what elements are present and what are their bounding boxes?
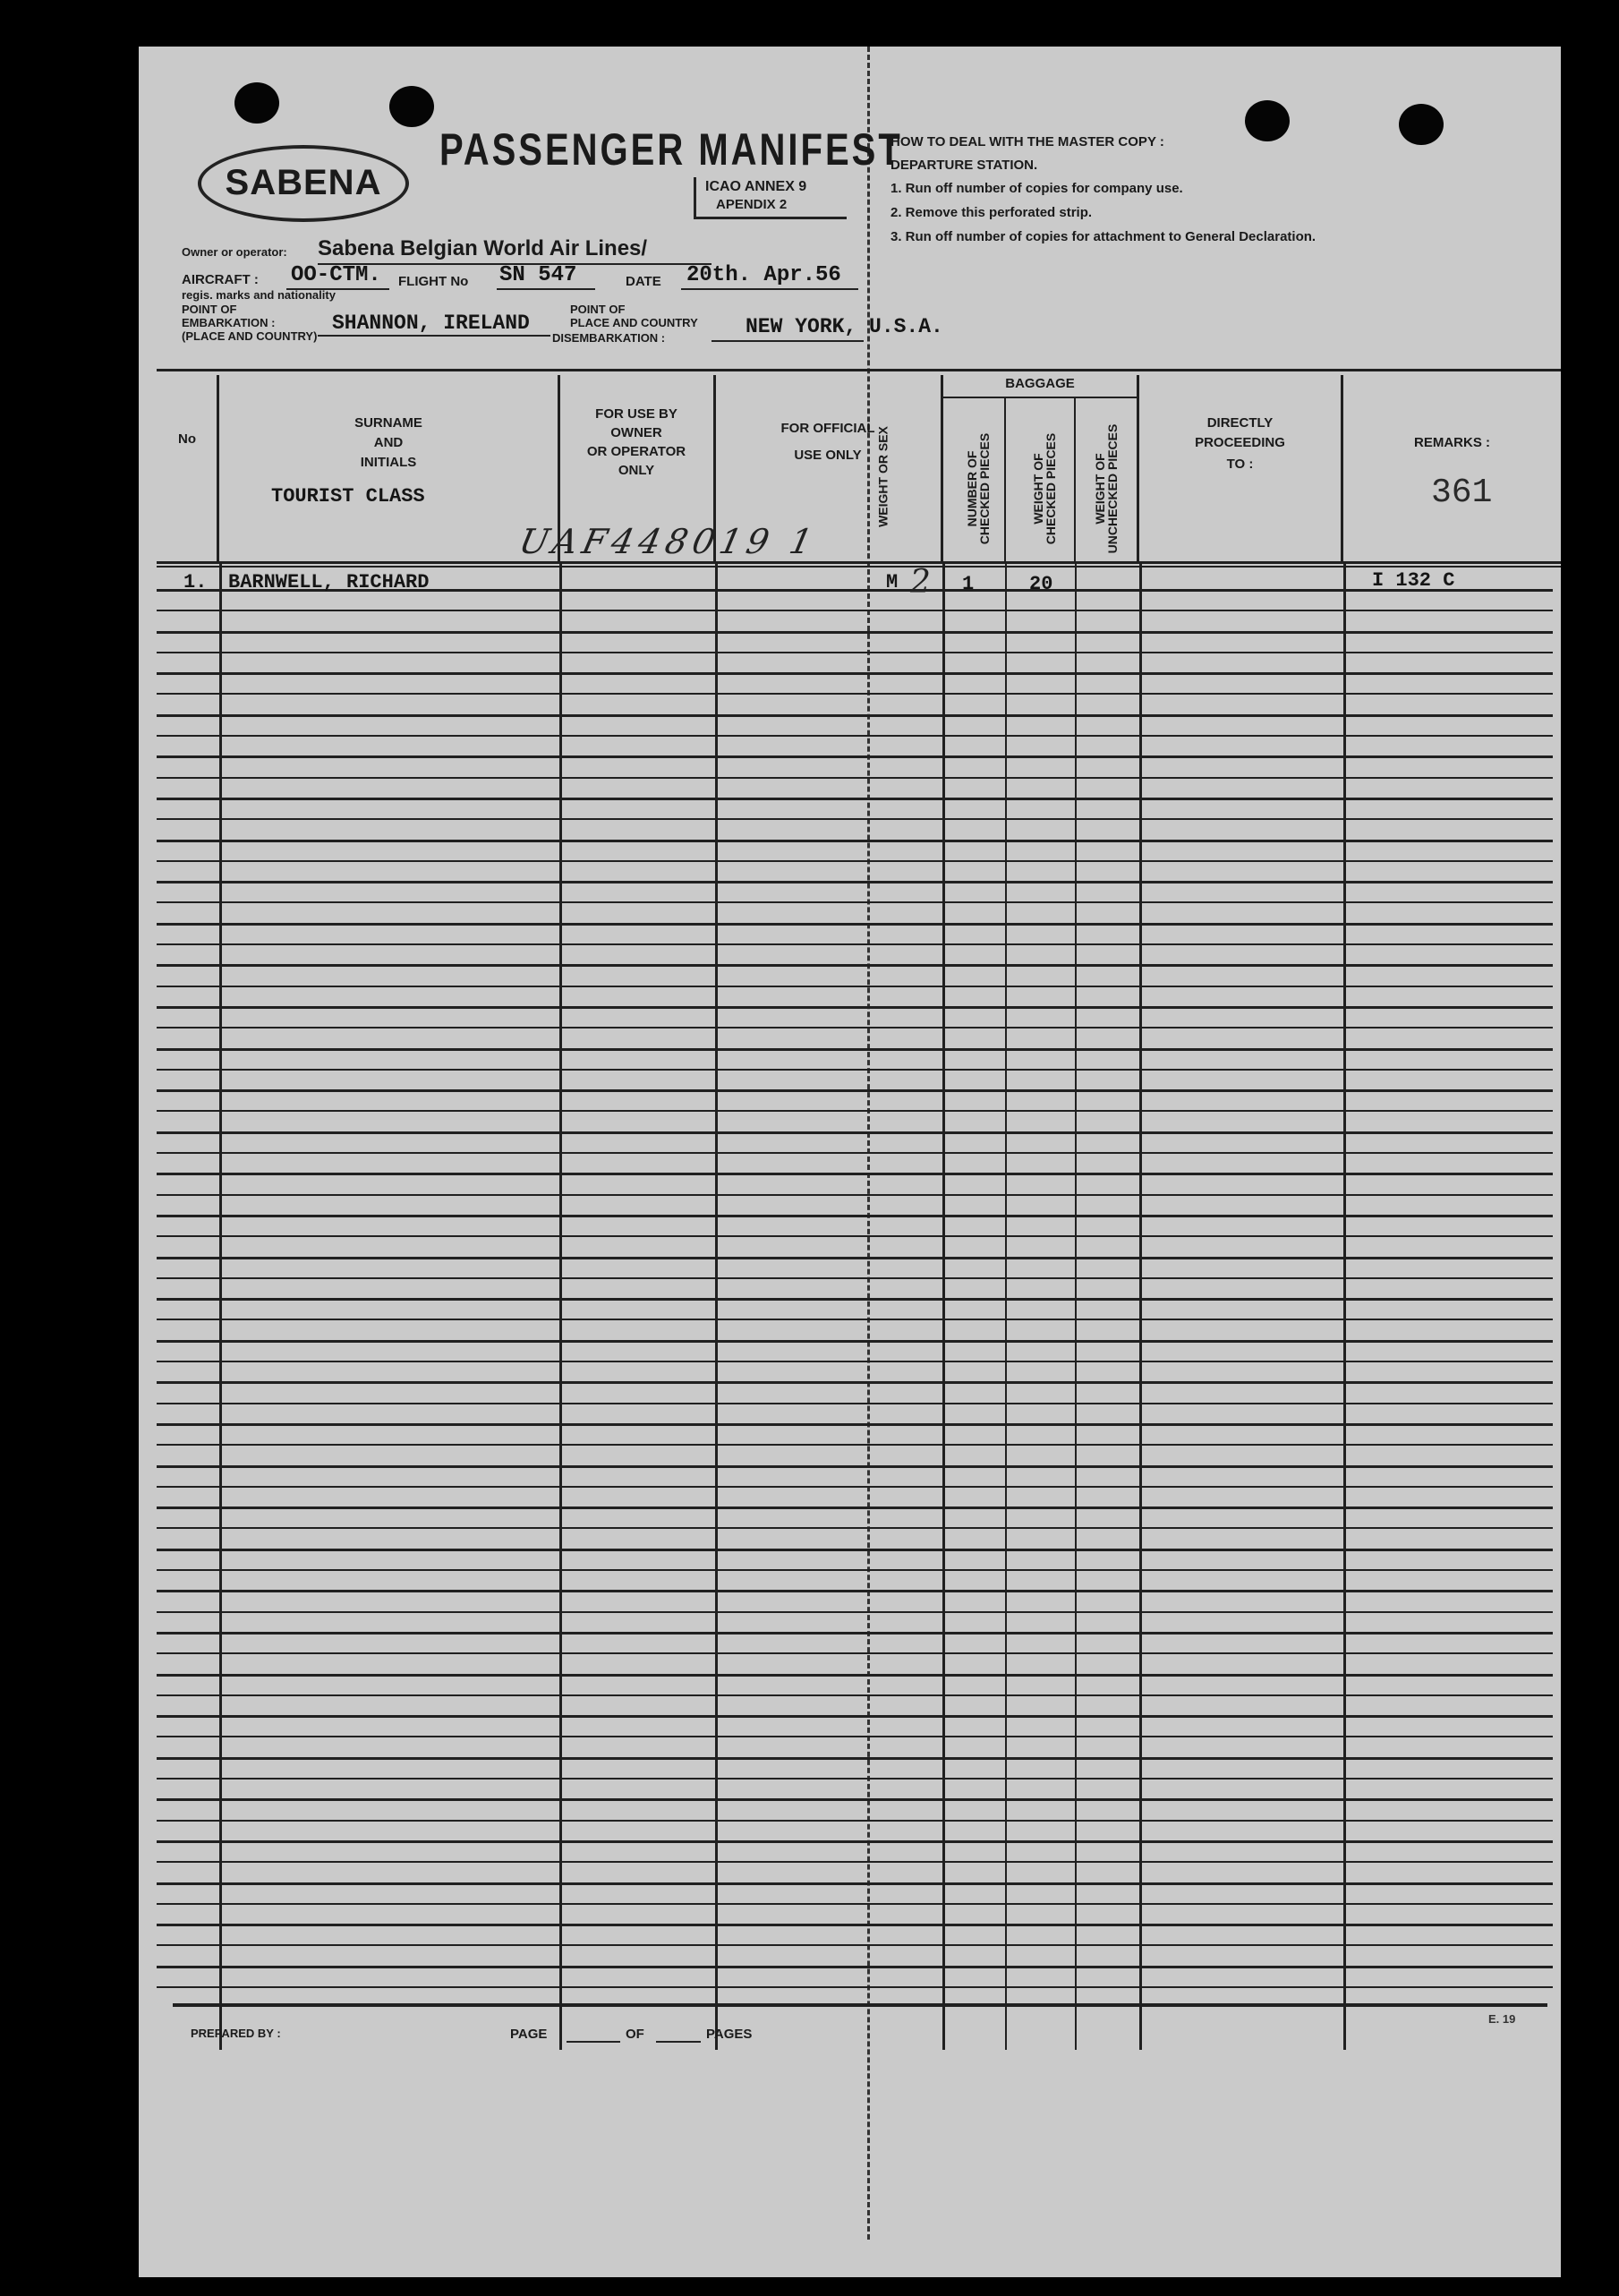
page-underline bbox=[567, 2041, 620, 2043]
date-label: DATE bbox=[626, 274, 661, 289]
flight-underline bbox=[497, 288, 595, 290]
col-weight-unchecked: WEIGHT OF UNCHECKED PIECES bbox=[1093, 423, 1120, 554]
table-ruled-line bbox=[157, 964, 1553, 967]
table-ruled-line bbox=[157, 1715, 1553, 1718]
table-ruled-line bbox=[157, 652, 1553, 653]
col-weight-sex: WEIGHT OR SEX bbox=[875, 426, 890, 527]
aircraft-label: AIRCRAFT : bbox=[182, 272, 259, 287]
table-ruled-line bbox=[157, 1736, 1553, 1737]
table-ruled-line bbox=[157, 860, 1553, 862]
table-ruled-line bbox=[157, 1506, 1553, 1509]
table-ruled-line bbox=[157, 1257, 1553, 1259]
col-surname-3: INITIALS bbox=[360, 455, 417, 470]
table-ruled-line bbox=[157, 1694, 1553, 1696]
col-directly-1: DIRECTLY bbox=[1206, 415, 1274, 431]
baggage-divider bbox=[941, 397, 1139, 398]
table-ruled-line bbox=[157, 1549, 1553, 1551]
table-ruled-line bbox=[157, 777, 1553, 779]
of-underline bbox=[656, 2041, 701, 2043]
table-ruled-line bbox=[157, 1215, 1553, 1217]
table-row-handwritten: UAF448019 1 bbox=[516, 522, 822, 561]
table-ruled-line bbox=[157, 1131, 1553, 1134]
table-ruled-line bbox=[157, 1194, 1553, 1196]
embark-underline bbox=[318, 335, 550, 337]
table-top-rule bbox=[157, 369, 1561, 371]
col-baggage: BAGGAGE bbox=[1005, 376, 1075, 391]
table-ruled-line bbox=[157, 693, 1553, 695]
flight-value: SN 547 bbox=[499, 263, 577, 287]
table-ruled-line bbox=[157, 1840, 1553, 1843]
header-col-divider bbox=[1004, 397, 1006, 563]
table-ruled-line bbox=[157, 1652, 1553, 1654]
punch-hole bbox=[1399, 104, 1444, 145]
table-ruled-line bbox=[157, 986, 1553, 987]
col-official-2: USE ONLY bbox=[794, 448, 862, 463]
table-ruled-line bbox=[157, 1006, 1553, 1009]
col-owner-4: ONLY bbox=[618, 463, 655, 478]
table-ruled-line bbox=[157, 840, 1553, 842]
prepared-by-label: PREPARED BY : bbox=[191, 2027, 281, 2040]
punch-hole bbox=[1245, 100, 1290, 141]
date-underline bbox=[681, 288, 858, 290]
col-surname-1: SURNAME bbox=[354, 415, 422, 431]
table-ruled-line bbox=[157, 1173, 1553, 1175]
form-code: E. 19 bbox=[1488, 2012, 1516, 2026]
disembark-underline bbox=[712, 340, 864, 342]
table-ruled-line bbox=[157, 818, 1553, 820]
table-ruled-line bbox=[157, 1820, 1553, 1822]
disembark-label-1: POINT OF bbox=[570, 303, 626, 316]
table-row-weight-sex: M bbox=[886, 571, 899, 593]
instructions-step-3: 3. Run off number of copies for attachment to General Declaration. bbox=[890, 229, 1317, 244]
table-ruled-line bbox=[157, 1403, 1553, 1404]
table-ruled-line bbox=[157, 672, 1553, 675]
table-ruled-line bbox=[157, 1069, 1553, 1071]
pages-label: PAGES bbox=[706, 2027, 753, 2042]
col-weight-checked: WEIGHT OF CHECKED PIECES bbox=[1031, 432, 1058, 545]
table-ruled-line bbox=[157, 1778, 1553, 1780]
aircraft-value: OO-CTM. bbox=[291, 263, 381, 287]
embark-value: SHANNON, IRELAND bbox=[332, 312, 530, 335]
table-ruled-line bbox=[157, 1611, 1553, 1613]
header-bottom-rule bbox=[157, 566, 1561, 568]
table-bottom-rule bbox=[173, 2003, 1547, 2007]
table-ruled-line bbox=[157, 1361, 1553, 1362]
col-surname-2: AND bbox=[373, 435, 404, 450]
date-value: 20th. Apr.56 bbox=[686, 263, 841, 287]
col-official-1: FOR OFFICIAL bbox=[780, 421, 875, 436]
table-ruled-line bbox=[157, 1903, 1553, 1905]
icao-annex: ICAO ANNEX 9 bbox=[705, 179, 807, 194]
table-ruled-line bbox=[157, 1027, 1553, 1029]
instructions-heading: HOW TO DEAL WITH THE MASTER COPY : bbox=[890, 134, 1164, 149]
table-ruled-line bbox=[157, 1465, 1553, 1468]
table-row-pieces: 1 bbox=[962, 573, 975, 595]
table-ruled-line bbox=[157, 1986, 1553, 1988]
instructions-step-1: 1. Run off number of copies for company use. bbox=[890, 181, 1183, 196]
table-ruled-line bbox=[157, 1340, 1553, 1343]
table-row-no: 1. bbox=[183, 571, 208, 593]
table-ruled-line bbox=[157, 1757, 1553, 1760]
table-ruled-line bbox=[157, 1319, 1553, 1320]
punch-hole bbox=[389, 86, 434, 127]
punch-hole bbox=[234, 82, 279, 124]
col-no: No bbox=[178, 431, 196, 447]
col-owner-1: FOR USE BY bbox=[595, 406, 677, 422]
table-ruled-line bbox=[157, 1486, 1553, 1488]
col-divider bbox=[1139, 564, 1142, 2050]
table-ruled-line bbox=[157, 1235, 1553, 1237]
table-ruled-line bbox=[157, 1298, 1553, 1301]
table-ruled-line bbox=[157, 1110, 1553, 1112]
col-divider bbox=[942, 564, 945, 2050]
class-label: TOURIST CLASS bbox=[271, 485, 425, 508]
col-divider bbox=[219, 564, 222, 2050]
icao-box bbox=[694, 177, 847, 219]
table-ruled-line bbox=[157, 735, 1553, 737]
embark-label-3: (PLACE AND COUNTRY) bbox=[182, 329, 318, 343]
table-ruled-line bbox=[157, 1569, 1553, 1571]
instructions-station: DEPARTURE STATION. bbox=[890, 158, 1038, 173]
table-ruled-line bbox=[157, 1944, 1553, 1946]
flight-label: FLIGHT No bbox=[398, 274, 469, 289]
table-ruled-line bbox=[157, 1423, 1553, 1426]
table-ruled-line bbox=[157, 923, 1553, 926]
col-num-checked: NUMBER OF CHECKED PIECES bbox=[965, 432, 992, 545]
manifest-sheet bbox=[139, 47, 1561, 2277]
table-ruled-line bbox=[157, 1674, 1553, 1677]
table-ruled-line bbox=[157, 1966, 1553, 1968]
perforation-line bbox=[867, 47, 870, 2240]
owner-value: Sabena Belgian World Air Lines/ bbox=[318, 236, 648, 260]
col-owner-2: OWNER bbox=[610, 425, 662, 440]
owner-label: Owner or operator: bbox=[182, 245, 287, 259]
table-ruled-line bbox=[157, 1277, 1553, 1279]
remarks-number: 361 bbox=[1431, 474, 1493, 512]
table-row-remarks: I 132 C bbox=[1372, 569, 1455, 592]
table-ruled-line bbox=[157, 1048, 1553, 1051]
disembark-label-3: DISEMBARKATION : bbox=[552, 331, 666, 345]
table-ruled-line bbox=[157, 755, 1553, 758]
table-ruled-line bbox=[157, 1924, 1553, 1926]
table-ruled-line bbox=[157, 1152, 1553, 1154]
col-divider bbox=[1005, 564, 1007, 2050]
col-divider bbox=[559, 564, 562, 2050]
table-ruled-line bbox=[157, 943, 1553, 945]
col-divider bbox=[715, 564, 718, 2050]
col-divider bbox=[1075, 564, 1077, 2050]
table-ruled-line bbox=[157, 631, 1553, 634]
header-col-divider bbox=[1074, 397, 1076, 563]
table-row-handwritten-weight: 2 bbox=[910, 564, 931, 601]
table-ruled-line bbox=[157, 1632, 1553, 1635]
embark-label-2: EMBARKATION : bbox=[182, 316, 276, 329]
sabena-logo: SABENA bbox=[198, 145, 409, 222]
table-ruled-line bbox=[157, 1527, 1553, 1529]
table-ruled-line bbox=[157, 1444, 1553, 1446]
header-col-divider bbox=[941, 375, 943, 563]
header-bottom-rule bbox=[157, 561, 1561, 564]
disembark-value: NEW YORK, U.S.A. bbox=[746, 315, 943, 338]
icao-apendix: APENDIX 2 bbox=[716, 197, 788, 212]
table-ruled-line bbox=[157, 1798, 1553, 1801]
table-row-name: BARNWELL, RICHARD bbox=[228, 571, 430, 593]
disembark-label-2: PLACE AND COUNTRY bbox=[570, 316, 698, 329]
table-ruled-line bbox=[157, 1882, 1553, 1885]
table-ruled-line bbox=[157, 714, 1553, 717]
table-ruled-line bbox=[157, 798, 1553, 800]
table-ruled-line bbox=[157, 881, 1553, 883]
col-divider bbox=[1343, 564, 1346, 2050]
table-ruled-line bbox=[157, 901, 1553, 903]
embark-label-1: POINT OF bbox=[182, 303, 237, 316]
page-label: PAGE bbox=[510, 2027, 548, 2042]
table-row-weight: 20 bbox=[1029, 573, 1053, 595]
table-ruled-line bbox=[157, 1381, 1553, 1384]
regis-note: regis. marks and nationality bbox=[182, 288, 336, 302]
col-owner-3: OR OPERATOR bbox=[586, 444, 686, 459]
instructions-step-2: 2. Remove this perforated strip. bbox=[890, 205, 1093, 220]
page-title: PASSENGER MANIFEST bbox=[439, 125, 903, 175]
col-remarks: REMARKS : bbox=[1414, 435, 1490, 450]
table-ruled-line bbox=[157, 1089, 1553, 1092]
col-directly-3: TO : bbox=[1226, 457, 1254, 472]
table-ruled-line bbox=[157, 610, 1553, 611]
col-directly-2: PROCEEDING bbox=[1195, 435, 1285, 450]
table-ruled-line bbox=[157, 1590, 1553, 1592]
header-col-divider bbox=[1341, 375, 1343, 563]
of-label: OF bbox=[626, 2027, 644, 2042]
table-ruled-line bbox=[157, 1861, 1553, 1863]
